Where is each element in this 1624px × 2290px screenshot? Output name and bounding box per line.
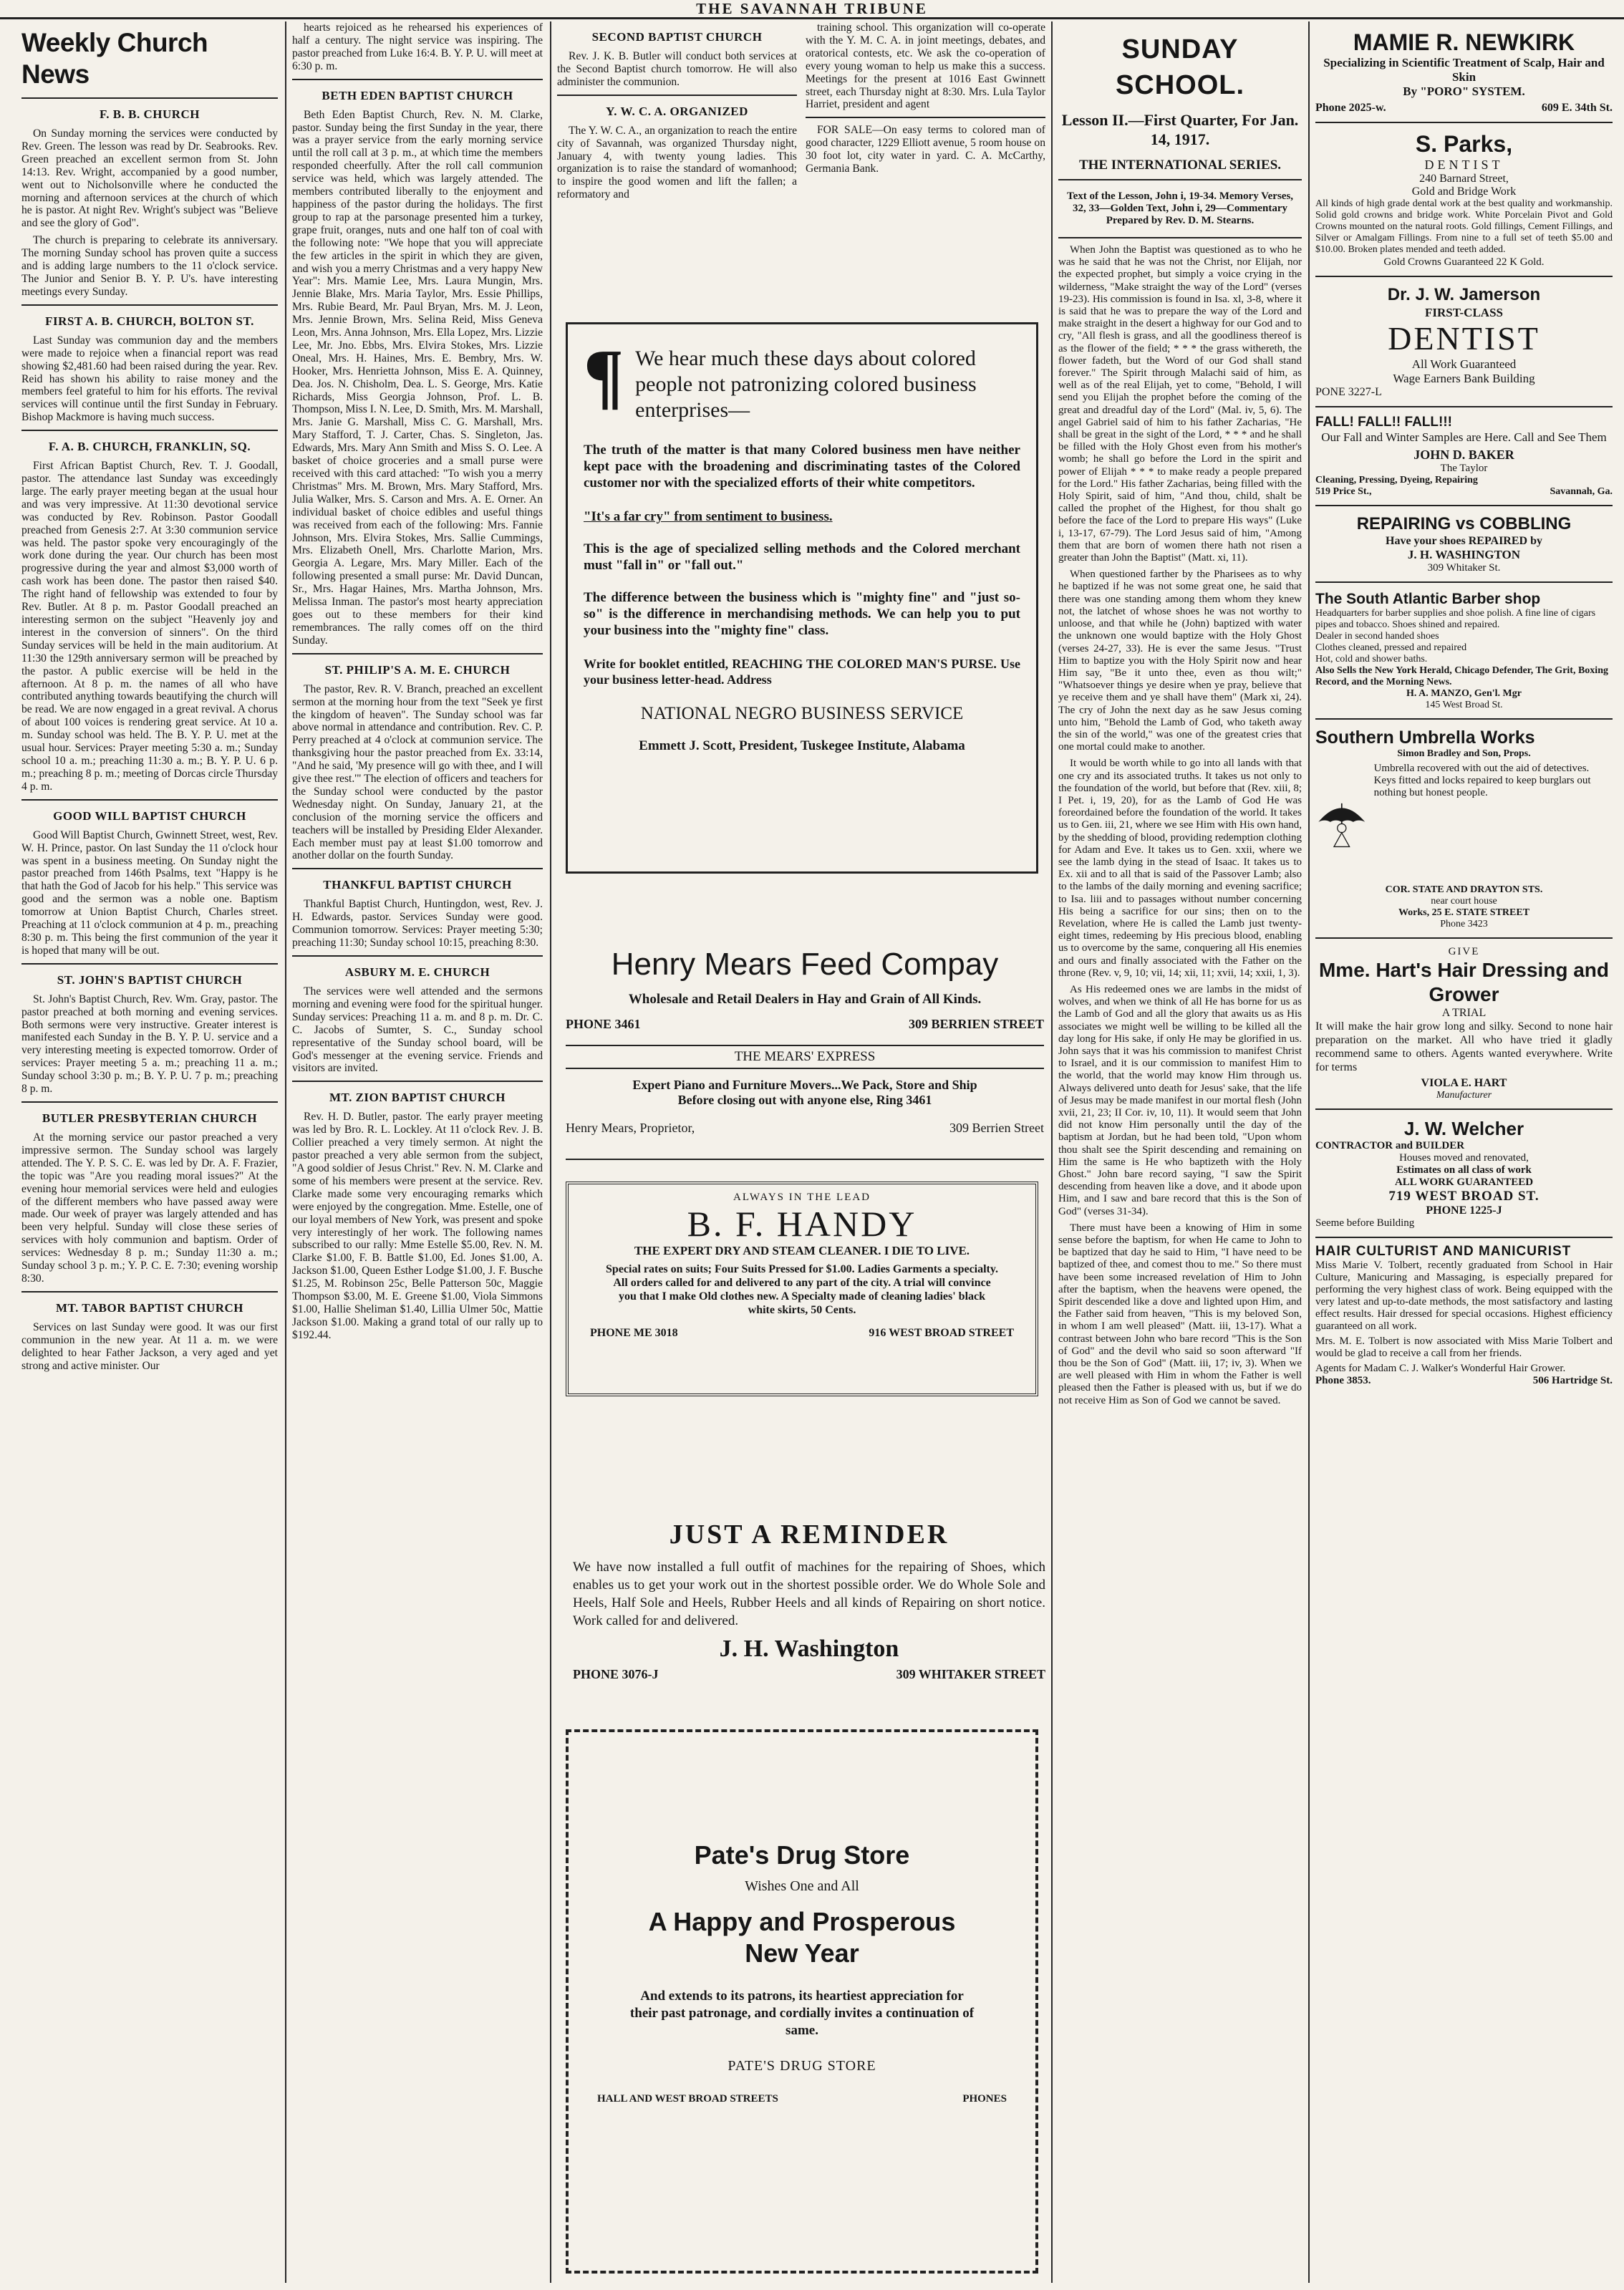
article-heading: Y. W. C. A. ORGANIZED xyxy=(606,104,748,118)
column-rule xyxy=(1308,21,1310,2283)
lesson-paragraph: There must have been a knowing of Him in some sense before the baptism, for when He came to John to be baptized that day he said to Him, "I have need to be baptized of thee, and comest thou to me." So there must have been some increased revelation of Him to John after the baptism, when the heavens were opened, the Spirit descended like a dove and lighted upon Him, and the Father said from heaven, "This is my beloved Son, in whom I am well pleased" (Matt. iii, 13-17). What a contrast between John who bare record "This is the Son of God" and the devil who said so soon afterward "If thou be the Son of God" (Matt. iii, 17; iv, 3). When we are well pleased with Him in whom the Father is well pleased then the Father is pleased with us, but if we do not receive Him as Son of God we cannot be saved. xyxy=(1058,1222,1302,1406)
ad-line: Hot, cold and shower baths. xyxy=(1315,654,1428,665)
article-paragraph: Good Will Baptist Church, Gwinnett Street, west, Rev. W. H. Prince, pastor. On last Sunday the 11 o'clock hour was spent in a business meeting. On Sunday night the pastor preached from 146th Psalms, text "Happy is he that hath the God of Jacob for his help." This service was good and the sermon was a noble one. Baptism tomorrow at Union Baptist Church, Charles street. Preaching at 11 o'clock communion at 4 p. m., preaching 8:30 p. m. This being the first communion of the year it is hoped that many will be out. xyxy=(21,828,278,957)
article-heading: MT. ZION BAPTIST CHURCH xyxy=(329,1091,506,1105)
masthead: THE SAVANNAH TRIBUNE xyxy=(0,0,1624,19)
article-heading: MT. TABOR BAPTIST CHURCH xyxy=(55,1300,243,1315)
divider xyxy=(21,304,278,306)
divider xyxy=(292,653,543,654)
divider xyxy=(806,117,1045,118)
ad-greeting: A Happy and Prosperous xyxy=(648,1907,956,1936)
article-heading: ST. JOHN'S BAPTIST CHURCH xyxy=(57,972,243,987)
ad-proprietor: Henry Mears, Proprietor, xyxy=(566,1121,695,1135)
column-church-news xyxy=(21,21,278,2284)
ad-phone: PHONE 1225-J xyxy=(1426,1204,1502,1217)
lesson-paragraph: When John the Baptist was questioned as to who he was he said that he was not the Christ, nor Elijah, nor the expected prophet, but simply a voice crying in the wilderness, "Make straight the way of the Lord" (verses 19-23). His commission is found in Isa. xl, 3-8, where it is said that he was to prepare the way of the Lord and make straight in the desert a highway for our God and to cry, "All flesh is grass, and all the goodliness thereof is as the flower of the field; * * * the grass withereth, the flower fadeth, but the Word of our God shall stand forever." The Spirit through Malachi said of him, as well as of the real Elijah, yet to come, "Behold, I will send you Elijah the prophet before the coming of the great and dreadful day of the Lord" (Mal. iv, 5, 6). The angel Gabriel said of him to his father Zacharias, "He shall be great in the sight of the Lord, * * * and he shall be filled with the Holy Ghost even from his mother's womb; he shall go before the Lord in the spirit and power of Elijah * * * to make ready a people prepared for the Lord." His father Zacharias, being filled with the Holy Spirit, said of him, "And thou, child, shalt be called the prophet of the Highest, for thou shalt go before the face of the Lord to prepare His ways" (Luke i, 13-17, 67-79). The Lord Jesus said of him, "Among them that are born of women there hath not risen a greater than John the Baptist" (Matt. xi, 11). xyxy=(1058,244,1302,564)
ad-paragraph: Write for booklet entitled, REACHING THE COLORED MAN'S PURSE. Use your business letter-head. Address xyxy=(584,657,1020,687)
divider xyxy=(1058,179,1302,180)
divider xyxy=(21,963,278,965)
article-paragraph: The pastor, Rev. R. V. Branch, preached an excellent sermon at the morning hour from the text "Seek ye first the kingdom of heaven". The Sunday school was far above normal in attendance and contribution. Rev. C. P. Perry preached at 4 o'clock at communion service. The thanksgiving hour the pastor preached from Ex. 33:14, "And he said, 'My presence will go with thee, and I will give thee rest.'" The election of officers and teachers for the Sunday school were conducted by the pastor Wednesday night. On Sunday, January 21, at the conclusion of the morning service the officers and teachers will be installed by Presiding Elder Alexander. Each member must pay at least $1.00 tomorrow and another dollar on the fourth Sunday. xyxy=(292,682,543,862)
ad-kicker: ALWAYS IN THE LEAD xyxy=(733,1192,871,1203)
ad-address: Works, 25 E. STATE STREET xyxy=(1398,907,1530,918)
ad-phone: PHONE 3076-J xyxy=(573,1667,659,1681)
ad-name: J. H. WASHINGTON xyxy=(1407,548,1521,561)
article-heading: SECOND BAPTIST CHURCH xyxy=(591,30,763,44)
ad-tolbert xyxy=(1315,1238,1613,1387)
article-paragraph: The services were well attended and the sermons morning and evening were food for the spiritual hunger. Sunday services: Preaching 11 a. m. and 8 p. m. Dr. C. C. Jacobs of Sumter, S. C., Sunday school representative of the Sunday school board, will be God's messenger at the evening service. Friends and visitors are invited. xyxy=(292,985,543,1075)
ad-line: CONTRACTOR and BUILDER xyxy=(1315,1140,1465,1151)
ad-subtitle: Wholesale and Retail Dealers in Hay and Grain of All Kinds. xyxy=(628,992,982,1007)
divider xyxy=(292,955,543,957)
article-paragraph: FOR SALE—On easy terms to colored man of good character, 1229 Elliott avenue, 5 room house on 30 foot lot, city water in yard. C. A. McCarthy, Germania Bank. xyxy=(806,124,1045,175)
ad-address: 916 WEST BROAD STREET xyxy=(869,1327,1014,1339)
ad-title: Henry Mears Feed Compay xyxy=(611,947,999,982)
ad-title: S. Parks, xyxy=(1415,131,1513,157)
ad-line: Expert Piano and Furniture Movers...We Pack, Store and Ship xyxy=(632,1078,977,1092)
ad-line: Agents for Madam C. J. Walker's Wonderful Hair Grower. xyxy=(1315,1363,1566,1374)
ad-intro: We hear much these days about colored people not patronizing colored business enterprises— xyxy=(635,347,977,422)
ad-line: Estimates on all class of work xyxy=(1396,1164,1532,1176)
article-paragraph: Rev. H. D. Butler, pastor. The early prayer meeting was led by Bro. R. L. Lockley. At 11 o'clock Rev. J. B. Collier preached a very timely sermon. At night the pastor preached a very able sermon from the subject, "A good soldier of Jesus Christ." Rev. N. M. Clarke and some of his members were present at the service. Rev. Clarke made some very encouraging remarks which were enjoyed by the congregation. Mme. Estelle, one of our loyal members of New York, was present and spoke very interestingly of her work. The following names subscribed to our rally: Mme Estelle $5.00, Rev. N. M. Clarke $1.00, F. B. Battle $1.00, Ed. Jones $1.00, A. Jackson $1.00, Queen Esther Lodge $1.00, J. F. Busche $1.25, M. Robinson 25c, Belle Patterson 50c, Maggie Thompson $3.00, M. E. Greene $1.00, Viola Simmons $1.00, Hallie Sheliman $1.40, Lillia Ulmer 50c, Mattie Jackson $1.00. Making a grand total of our rally up to $192.44. xyxy=(292,1111,543,1341)
ad-name: J. H. Washington xyxy=(719,1636,899,1662)
ad-national-negro-business-service xyxy=(566,322,1038,874)
ad-welcher xyxy=(1315,1110,1613,1238)
ad-line: near court house xyxy=(1431,896,1497,907)
ad-bf-handy xyxy=(566,1182,1038,1396)
ad-address: 309 WHITAKER STREET xyxy=(896,1667,1045,1681)
ad-line: Manufacturer xyxy=(1436,1090,1492,1101)
article-heading: THANKFUL BAPTIST CHURCH xyxy=(323,878,512,892)
ad-phone: Phone 2025-w. xyxy=(1315,102,1386,114)
ad-paragraph: This is the age of specialized selling methods and the Colored merchant must "fall in" or "fall out." xyxy=(584,541,1020,573)
ad-phone: Phone 3423 xyxy=(1440,919,1488,929)
column-sunday-school xyxy=(1058,21,1302,2284)
ad-line: Before closing out with anyone else, Ring 3461 xyxy=(677,1093,932,1107)
ad-address: HALL AND WEST BROAD STREETS xyxy=(597,2093,778,2105)
divider xyxy=(21,799,278,801)
ad-line: Specializing in Scientific Treatment of Scalp, Hair and Skin xyxy=(1323,56,1605,84)
ad-address: 519 Price St., xyxy=(1315,486,1372,497)
ad-line: ALL WORK GUARANTEED xyxy=(1394,1177,1534,1188)
ad-body: It will make the hair grow long and silky. Second to none hair preparation on the market. All who have tried it gladly recommend same to others. Agents wanted everywhere. Write for terms xyxy=(1315,1020,1613,1073)
section-title: SUNDAY SCHOOL. xyxy=(1115,34,1245,100)
ad-line: A TRIAL xyxy=(1441,1007,1487,1019)
ad-line: The Taylor xyxy=(1440,463,1488,474)
ad-southern-umbrella-works xyxy=(1315,720,1613,939)
ad-phone: Phone 3853. xyxy=(1315,1375,1371,1386)
ad-title: The South Atlantic Barber shop xyxy=(1315,591,1541,607)
ad-greeting: New Year xyxy=(745,1938,859,1968)
ad-phone: PONE 3227-L xyxy=(1315,386,1382,398)
ad-signature: Emmett J. Scott, President, Tuskegee Institute, Alabama xyxy=(639,738,965,753)
ad-phone: PHONES xyxy=(962,2093,1007,2105)
column-church-news-short xyxy=(557,21,797,236)
divider xyxy=(21,430,278,431)
column-rule xyxy=(1051,21,1053,2283)
ad-tagline: THE EXPERT DRY AND STEAM CLEANER. I DIE TO LIVE. xyxy=(634,1244,970,1257)
ad-newkirk xyxy=(1315,21,1613,123)
ad-wish: Wishes One and All xyxy=(745,1878,859,1894)
ad-name: VIOLA E. HART xyxy=(1421,1077,1507,1089)
ad-name: JOHN D. BAKER xyxy=(1413,448,1514,462)
ad-name: H. A. MANZO, Gen'l. Mgr xyxy=(1406,688,1522,699)
ad-name: PATE'S DRUG STORE xyxy=(728,2058,876,2074)
ad-line: Gold Crowns Guaranteed 22 K Gold. xyxy=(1383,256,1545,268)
ad-line: All Work Guaranteed xyxy=(1411,357,1517,371)
ad-title: Dr. J. W. Jamerson xyxy=(1387,285,1541,304)
article-heading: GOOD WILL BAPTIST CHURCH xyxy=(53,808,246,823)
ad-line: Our Fall and Winter Samples are Here. Call and See Them xyxy=(1321,430,1607,444)
column-classified-ads xyxy=(1315,21,1613,2284)
series-line: THE INTERNATIONAL SERIES. xyxy=(1078,158,1282,173)
divider xyxy=(557,95,797,96)
ad-body: Special rates on suits; Four Suits Pressed for $1.00. Ladies Garments a specialty. All orders called for and delivered to any part of the city. A trial will convince you that I make Old clothes new. A Specialty made of cleaning ladies' black white skirts, 50 Cents. xyxy=(606,1263,998,1316)
lesson-paragraph: As His redeemed ones we are lambs in the midst of wolves, and when we think of all He has borne for us as the Lamb of God and all the glory that awaits us as His associates we might well be willing to be killed all the day long for His sake, if only He may be glorified in us. John says that it was his commission to manifest Christ to Israel, and it is our commission to manifest Him to the world, that the world may know Him through us. Always delivered unto death for Jesus' sake, that the life of Jesus may be made manifest in our mortal flesh (John xvii, 21, 23; II Cor. iv, 10, 11). It would seem that John did not know Him personally until the day of the baptism at Jordan, but he had been told, "Upon whom thou shalt see the Spirit descending and remaining on Him the same is He who baptizeth with the Holy Ghost." John bare record saying, "I saw the Spirit descending from heaven like a dove, and it abode upon Him, and I saw and bare record that this is the Son of God" (verses 31-34). xyxy=(1058,983,1302,1217)
column-notices xyxy=(806,21,1045,236)
ad-title: FALL! FALL!! FALL!!! xyxy=(1315,415,1452,430)
ad-address: 719 WEST BROAD ST. xyxy=(1388,1189,1540,1204)
ad-title: MAMIE R. NEWKIRK xyxy=(1353,29,1575,55)
ad-body: We have now installed a full outfit of machines for the repairing of Shoes, which enables us to get your work out in the shortest possible order. We do Whole Sole and Heels, Half Sole and Heels, Rubber Heels and all kinds of Repairing on short notice. Work called for and delivered. xyxy=(573,1560,1045,1628)
ad-line: Wage Earners Bank Building xyxy=(1393,372,1535,385)
column-church-news-continued xyxy=(292,21,543,2284)
ad-address: 309 BERRIEN STREET xyxy=(908,1017,1044,1031)
ad-address: 309 Berrien Street xyxy=(949,1121,1044,1135)
ad-line: Cleaning, Pressing, Dyeing, Repairing xyxy=(1315,475,1478,485)
article-paragraph: On Sunday morning the services were conducted by Rev. Green. The lesson was read by Dr. Seabrooks. Rev. Green preached an excellent sermon from St. John 14:13. Rev. Wright, accompanied by a good number, went out to Nicholsonville where he conducted the morning and afternoon services at the church of which he is pastor. At night Rev. Wright's subject was "Believe and see the glory of God". xyxy=(21,127,278,230)
ad-body: Miss Marie V. Tolbert, recently graduated from School in Hair Culture, Manicuring and Massaging, is especially prepared for performing the very highest class of work. Being equipped with the very latest and up-to-date methods, the most satisfactory and lasting effect results. Hair dressed for special occasions. Highest efficiency guaranteed on all work. xyxy=(1315,1260,1613,1332)
column-rule xyxy=(550,21,551,2283)
divider xyxy=(21,1101,278,1103)
lesson-paragraph: It would be worth while to go into all lands with that one cry and its associated truths. It takes us not only to the foundation of the world, but before that (Rev. xiii, 8; I Pet. i, 19, 20), for as the Lamb of God He was foreordained before the foundation of the world. It takes us to Gen. iii, 21, where we see Him with His own hand, by the shedding of blood, providing redemption clothing for Adam and Eve. It takes us to Gen. xxii, where we see the lamb dying in the stead of Isaac. It takes us to Ex. xii and to all that is said of the Passover Lamb; also to the lambs of the daily morning and evening sacrifice; to Isa. liii and to passages without number concerning His being a sacrifice for our sins; then on to the Revelation, where He is called the Lamb just twenty-eight times, redeeming by His precious blood, enabling us to overcome by the same, conquering all His enemies and ours and finally associated with the Father on the throne (Rev. v, 9, 10; vii, 14; xii, 11; xvii, 14; xxii, 1, 3). xyxy=(1058,758,1302,979)
ad-address: 609 E. 34th St. xyxy=(1541,102,1613,114)
article-paragraph: Last Sunday was communion day and the members were made to rejoice when a financial report was read showing $2,481.60 had been raised during the year. Rev. Reid has shown his ability to raise money and the members feel grateful to him for his efforts. The revival services will continue until the first Sunday in February. Bishop Mackmore is having much success. xyxy=(21,334,278,424)
ad-express: THE MEARS' EXPRESS xyxy=(566,1045,1044,1069)
ad-repairing-vs-cobbling xyxy=(1315,506,1613,583)
article-paragraph: At the morning service our pastor preached a very impressive sermon. The Sunday school was largely attended. The Y. P. S. C. E. was led by Dr. A. F. Frazier, the topic was "Are you reading moral issues?" At the evening hour memorial services were held and eulogies of the different members who have passed away were made. Our week of prayer was largely attended and has been very helpful. Sunday will close these series of services with holy communion and baptism. Order of services: Wednesday 8 p. m.; Sunday 11:30 a. m.; Sunday school 3 p. m.; Y. P. C. E. 7:30; evening worship 8:30. xyxy=(21,1131,278,1285)
article-paragraph: training school. This organization will co-operate with the Y. M. C. A. in joint meetings, debates, and oratorical contests, etc. We ask the co-operation of every young woman to help us make this a success. Meetings for the present at 1016 East Gwinnett street, each Thursday night at 8:30. Mrs. Lula Taylor Harriet, president and agent xyxy=(806,21,1045,111)
article-paragraph: Beth Eden Baptist Church, Rev. N. M. Clarke, pastor. Sunday being the first Sunday in the year, there was a prayer service from the early morning service until the roll call at 3 p. m., at which time the members responded cheerfully. After the roll call communion service was held, which was largely attended. The members contributed liberally to the enjoyment and happiness of the pastor during the holidays. The first group to rap at the parsonage presented him a turkey, grape fruit, oranges, nuts and one half ton of coal with the following note: "We hope that you will appreciate the few articles in the spirit in which they are given, and wish you a merry Christmas and a very happy New Year": Mrs. Mamie Lee, Mrs. Laura Mungin, Mrs. Jennie Blake, Mrs. Maria Taylor, Mrs. Essie Phillips, Mrs. Rubie Beard, Mr. Paul Bryan, Mrs. M. J. Leon, Mrs. Jennie Brown, Mrs. Selina Reid, Miss Geneva Leon, Mrs. Anna Johnson, Mrs. Ella Lopez, Mrs. Lizzie Lee, Mr. Jno. Ebbs, Mrs. Elvira Stokes, Mrs. Lizzie Oneal, Mrs. H. Haines, Mrs. E. Bembry, Mrs. W. Hooker, Mrs. Henrietta Johnson, Miss E. A. Quinney, Dea. Jos. N. Chisholm, Dea. L. S. George, Mrs. Katie Richards, Miss Georgia Johnson, Prof. L. B. Thompson, Miss I. N. Lee, D. Smith, Mrs. M. Marshall, Mrs. Janie G. Marshall, Miss C. G. Marshall, Mrs. Mary Stafford, T. J. Carter, Chas. S. Singleton, Jas. Edwards, Mrs. Mary Ann Smith and Miss S. O. Lee. A basket of choice groceries and a small purse were received with this card attached: "To wish you a merry Christmas" Mrs. M. Brown, Mrs. Mary Stafford, Mrs. Julia Walker, Mrs. S. Carson and Mrs. A. E. Orner. An individual basket of choice edibles and useful things was received from each of the following: Mrs. Fannie Johnson, Mrs. Elvira Stokes, Mrs. Sallie Cummings, Mrs. Elizabeth Onell, Mrs. Charlotte Marion, Mrs. Georgia A. Legare, Mrs. Mary Miller. Each of the following presented a small purse: Mr. David Duncan, Sr., Mrs. Hagar Haines, Mrs. Martha Johnson, Mrs. Melissa Inman. The pastor's most hearty appreciation goes out to these members for their kind remembrances. The rally comes off on the third Sunday. xyxy=(292,108,543,647)
article-heading: ST. PHILIP'S A. M. E. CHURCH xyxy=(324,662,511,677)
column-rule xyxy=(285,21,286,2283)
section-title: Weekly Church News xyxy=(21,28,208,89)
ad-line: Clothes cleaned, pressed and repaired xyxy=(1315,642,1467,653)
ad-paragraph: The difference between the business which is "mighty fine" and "just so-so" is the difference in merchandising methods. We can help you to put your business into the "mighty fine" class. xyxy=(584,590,1020,638)
ad-line: Gold and Bridge Work xyxy=(1411,185,1517,198)
ad-city: Savannah, Ga. xyxy=(1550,486,1613,497)
article-paragraph: Rev. J. K. B. Butler will conduct both services at the Second Baptist church tomorrow. He will also administer the communion. xyxy=(557,50,797,88)
ad-line: Also Sells the New York Herald, Chicago Defender, The Grit, Boxing Record, and the Morning News. xyxy=(1315,665,1608,687)
divider xyxy=(292,1081,543,1082)
ad-south-atlantic-barber xyxy=(1315,583,1613,720)
article-paragraph: The church is preparing to celebrate its anniversary. The morning Sunday school has proven quite a success and is adding large numbers to the 11 o'clock service. The Junior and Senior B. Y. P. U's. have interesting meetings every Sunday. xyxy=(21,234,278,298)
ad-address: 240 Barnard Street, xyxy=(1419,173,1509,185)
article-paragraph: First African Baptist Church, Rev. T. J. Goodall, pastor. The attendance last Sunday was exceedingly large. The early prayer meeting began at the usual hour and was very impressive. At 11:30 devotional service was conducted by Rev. Robinson. Pastor Goodall preached from Genesis 2:7. At 3:30 communion service was held. The pastor spoke very encouragingly of the work done during the year. Our church has been most progressive during the year and almost $3,000 worth of cash work has been done. The pastor then raised $40. The right hand of fellowship was extended to four by Rev. Butler. At 8 p. m. Pastor Goodall preached an interesting sermon on the subject "Heavenly joy and interest in the conversion of sinners". On the third Sunday services will be held in the main auditorium. At 11:30 the 129th anniversary sermon will be preached by the pastor. A public exercise will be held in the afternoon. At 8 p. m. the names of all who have contributed anything towards beautifying the church will be read. We are now engaged in a great revival. A chorus of about 100 voices is rendering great service. At 10 a. m. Sunday school was held. The B. Y. P. U. met at the usual hour. Services: Prayer meeting 5:30 a. m.; Sunday school 10 a. m.; preaching 11:30 a. m.; B. Y. P. U. 6 p. m.; preaching 8 p. m.; meeting of Dorcas circle Thursday 4 p. m. xyxy=(21,460,278,793)
article-heading: F. B. B. CHURCH xyxy=(99,107,200,121)
article-heading: ASBURY M. E. CHURCH xyxy=(344,965,490,979)
divider xyxy=(292,868,543,869)
ad-line: DENTIST xyxy=(1424,158,1504,172)
ad-title: REPAIRING vs COBBLING xyxy=(1356,514,1572,533)
article-heading: FIRST A. B. CHURCH, BOLTON ST. xyxy=(45,314,254,328)
ad-title: Southern Umbrella Works xyxy=(1315,728,1535,748)
ad-paragraph: The truth of the matter is that many Colored business men have neither kept pace with the broadening and discriminating tastes of the Colored customer nor with the specialized efforts of their white competitors. xyxy=(584,443,1020,491)
ad-paragraph: "It's a far cry" from sentiment to business. xyxy=(584,509,833,524)
ad-mme-hart xyxy=(1315,939,1613,1110)
ad-body: Umbrella recovered with out the aid of detectives. Keys fitted and locks repaired to keep burglars out nothing but honest people. xyxy=(1373,763,1591,798)
article-paragraph: St. John's Baptist Church, Rev. Wm. Gray, pastor. The pastor preached at both morning and evening services. Both sermons were very instructive. Greater interest is manifested each Sunday in the B. Y. P. U. service and a very interesting meeting is expected tomorrow. Order of services: Prayer meeting 5 a. m.; preaching 11 a. m.; Sunday school 3:30 p. m.; B. Y. P. U. 7 p. m.; preaching 8 p. m. xyxy=(21,992,278,1096)
lesson-paragraph: When questioned farther by the Pharisees as to why he baptized if he was not some great one, he said that there was one standing among them whom they knew not, the latchet of whose shoes he was not worthy to unloose, and that while he (John) baptized with water the unknown one would baptize with the Holy Ghost (verses 24-27, 33). He is ever the same Jesus. "Trust Him to baptize you with the Holy Spirit now and hear Him say, "Be it unto thee, even as thou wilt;" "Whatsoever things ye desire when ye pray, believe that ye receive them and ye shall have them" (Mark xi, 24). The cry of John the next day as he saw Jesus coming unto him, "Behold the Lamb of God, who taketh away the sin of the world," was one of the greatest cries that one mortal could make to another. xyxy=(1058,569,1302,753)
ad-body: Headquarters for barber supplies and shoe polish. A fine line of cigars pipes and tobacco. Shoes shined and repaired. xyxy=(1315,608,1596,630)
ad-line: By "PORO" SYSTEM. xyxy=(1403,84,1525,98)
ad-line: Have your shoes REPAIRED by xyxy=(1386,535,1542,547)
ad-kicker: GIVE xyxy=(1448,946,1480,957)
lesson-body xyxy=(1058,244,1302,1407)
divider xyxy=(21,97,278,99)
ad-title: J. W. Welcher xyxy=(1403,1118,1524,1139)
ad-title: HAIR CULTURIST AND MANICURIST xyxy=(1315,1244,1572,1259)
ad-body: Mrs. M. E. Tolbert is now associated with Miss Marie Tolbert and would be glad to receive a call from her friends. xyxy=(1315,1335,1613,1359)
ad-address: 145 West Broad St. xyxy=(1425,700,1503,710)
ad-title: Mme. Hart's Hair Dressing and Grower xyxy=(1318,959,1609,1005)
ad-john-baker xyxy=(1315,407,1613,506)
divider xyxy=(21,1291,278,1293)
article-paragraph: The Y. W. C. A., an organization to reach the entire city of Savannah, was organized Thursday night, January 4, with twenty young ladies. This organization is to raise the standard of womanhood; to inspire the good women and lift the fallen; a reformatory and xyxy=(557,124,797,201)
ad-body: All kinds of high grade dental work at the best quality and workmanship. Solid gold crowns and bridge work. White Porcelain Pivot and Gold Crowns mounted on the natural roots. Gold fillings, Cement Fillings, and Silver or Amalgam Fillings. From nine to a full set of teeth $5.00 and $10.00. Broken plates mended and teeth added. xyxy=(1315,198,1613,255)
article-paragraph: hearts rejoiced as he rehearsed his experiences of half a century. The night service was inspiring. The pastor preached from Luke 16:4. B. Y. P. U. will meet at 6:30 p. m. xyxy=(292,21,543,72)
lesson-text-reference: Text of the Lesson, John i, 19-34. Memory Verses, 32, 33—Golden Text, John i, 29—Commentary Prepared by Rev. D. M. Stearns. xyxy=(1066,190,1294,226)
ad-title: Pate's Drug Store xyxy=(694,1840,910,1870)
ad-phone: PHONE 3461 xyxy=(566,1017,641,1031)
ad-org: NATIONAL NEGRO BUSINESS SERVICE xyxy=(640,704,964,723)
ad-parks-dentist xyxy=(1315,123,1613,277)
ad-address: 309 Whitaker St. xyxy=(1427,562,1501,574)
paragraph-mark-icon: ¶ xyxy=(584,334,624,417)
ad-address: 506 Hartridge St. xyxy=(1532,1375,1613,1386)
article-heading: BUTLER PRESBYTERIAN CHURCH xyxy=(42,1111,258,1125)
ad-line: Simon Bradley and Son, Props. xyxy=(1397,748,1531,759)
umbrella-icon xyxy=(1315,763,1368,884)
article-paragraph: Thankful Baptist Church, Huntingdon, west, Rev. J. H. Edwards, pastor. Services Sunday were good. Communion tomorrow. Services: Prayer meeting 5:30; preaching 11:30; Sunday school 10:15, preaching 8:30. xyxy=(292,898,543,950)
ad-phone: PHONE ME 3018 xyxy=(590,1327,678,1339)
ad-title: B. F. HANDY xyxy=(687,1204,917,1244)
ad-line: DENTIST xyxy=(1388,320,1540,357)
ad-jamerson-dentist xyxy=(1315,277,1613,407)
article-heading: F. A. B. CHURCH, FRANKLIN, SQ. xyxy=(48,440,251,454)
ad-pates-drug-store xyxy=(566,1729,1038,2274)
ad-title: JUST A REMINDER xyxy=(669,1520,949,1550)
divider xyxy=(1058,237,1302,238)
divider xyxy=(292,79,543,80)
ad-line: COR. STATE AND DRAYTON STS. xyxy=(1385,884,1543,895)
ad-line: Houses moved and renovated, xyxy=(1399,1152,1529,1164)
ad-just-a-reminder xyxy=(573,1518,1045,1711)
ad-line: Dealer in second handed shoes xyxy=(1315,631,1439,642)
article-heading: BETH EDEN BAPTIST CHURCH xyxy=(322,88,513,102)
ad-line: Seeme before Building xyxy=(1315,1217,1415,1229)
ad-henry-mears-feed xyxy=(566,945,1044,1160)
ad-line: FIRST-CLASS xyxy=(1425,306,1503,319)
article-paragraph: Services on last Sunday were good. It was our first communion in the new year. At 11 a. m. we were delighted to hear Father Jackson, a very aged and yet strong and active minister. Our xyxy=(21,1320,278,1372)
lesson-line: Lesson II.—First Quarter, For Jan. 14, 1917. xyxy=(1061,111,1299,148)
ad-body: And extends to its patrons, its heartiest appreciation for their past patronage, and cordially invites a continuation of same. xyxy=(629,1989,975,2038)
